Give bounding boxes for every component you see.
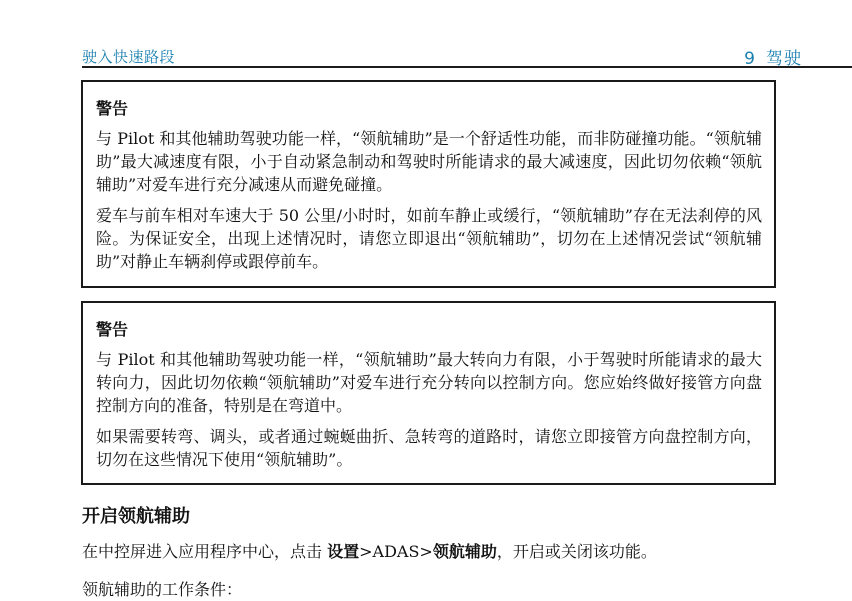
warning-box-deceleration: [81, 80, 776, 288]
header-divider: [82, 66, 852, 68]
warning-paragraph: 爱车与前车相对车速大于 50 公里/小时时，如前车静止或缓行，“领航辅助”存在无法刹停的风险。为保证安全，出现上述情况时，请您立即退出“领航辅助”，切勿在上述情况尝试“领航辅助”对静止车辆刹停或跟停前车。: [96, 206, 762, 271]
conditions-label: 领航辅助的工作条件：: [82, 580, 243, 599]
menu-path-separator: >ADAS>: [359, 542, 433, 561]
warning-title: 警告: [96, 320, 129, 339]
warning-paragraph: 如果需要转弯、调头，或者通过蜿蜒曲折、急转弯的道路时，请您立即接管方向盘控制方向，切勿在这些情况下使用“领航辅助”。: [96, 427, 762, 469]
warning-paragraph: 与 Pilot 和其他辅助驾驶功能一样，“领航辅助”是一个舒适性功能，而非防碰撞功能。“领航辅助”最大减速度有限，小于自动紧急制动和驾驶时所能请求的最大减速度，因此切勿依赖“领航辅助”对爱车进行充分减速从而避免碰撞。: [96, 129, 762, 194]
warning-paragraph: 与 Pilot 和其他辅助驾驶功能一样，“领航辅助”最大转向力有限，小于驾驶时所能请求的最大转向力，因此切勿依赖“领航辅助”对爱车进行充分转向以控制方向。您应始终做好接管方向盘控制方向的准备，特别是在弯道中。: [96, 350, 762, 415]
chapter-number: 9: [744, 49, 756, 69]
enable-instruction: [82, 541, 657, 563]
section-title: 驶入快速路段: [82, 48, 176, 66]
instruction-prefix: 在中控屏进入应用程序中心，点击: [82, 542, 328, 561]
chapter-title: 驾驶: [766, 49, 802, 69]
section-heading: 开启领航辅助: [82, 506, 190, 527]
menu-path-feature: 领航辅助: [432, 542, 497, 561]
warning-box-steering: [81, 301, 776, 485]
instruction-suffix: ，开启或关闭该功能。: [496, 542, 657, 561]
menu-path-settings: 设置: [327, 542, 360, 561]
warning-title: 警告: [96, 99, 129, 118]
